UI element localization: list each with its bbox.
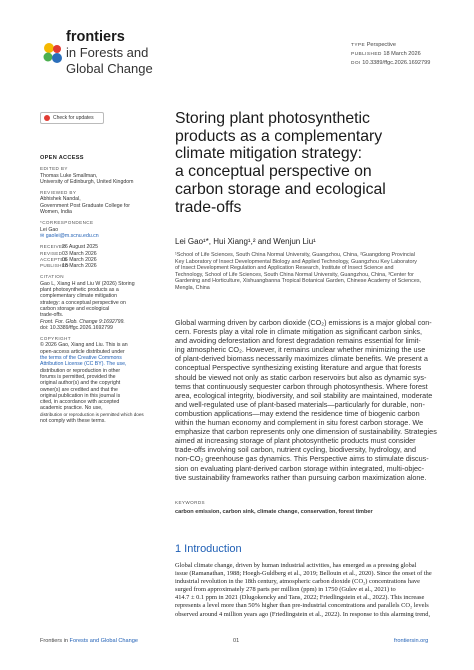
title-line: climate mitigation strategy: <box>175 145 363 163</box>
copyright-line: distribution or reproduction is permitted which does <box>40 411 144 417</box>
keywords: carbon emission, carbon sink, climate change, conservation, forest timber <box>175 509 373 515</box>
dates-block <box>40 244 155 269</box>
footer-journal-link[interactable]: Forests and Global Change <box>69 638 138 644</box>
copyright-label: COPYRIGHT <box>40 336 71 342</box>
published-value: 18 March 2026 <box>383 51 421 57</box>
abstract-line: within the human economy and complement in situ forest carbon storage. We <box>175 418 424 428</box>
article-title <box>175 110 445 216</box>
page-number: 01 <box>233 638 240 644</box>
reviewed-by-label: REVIEWED BY <box>40 190 77 196</box>
date-row <box>40 263 155 269</box>
reviewed-by-block <box>40 190 155 215</box>
abstract-line: sion on evaluating plant-derived carbon storage within integrated, multi-objec- <box>175 463 425 473</box>
open-access-label: OPEN ACCESS <box>40 155 84 161</box>
citation-line: Front. For. Glob. Change 9:1692799. <box>40 318 125 325</box>
abstract-line: ing atmospheric CO₂. However, it remains unclear whether minimizing the use <box>175 345 426 355</box>
copyright-line: original author(s) and the copyright <box>40 380 121 387</box>
editor-line: University of Edinburgh, United Kingdom <box>40 178 134 185</box>
edited-by-block <box>40 166 155 185</box>
citation-label: CITATION <box>40 274 64 280</box>
affiliation-line: Technology, School of Life Sciences, South China Normal University, Guangzhou, China, ³Center for <box>175 271 414 278</box>
abstract-line: cern. Forests play a vital role in climate mitigation as significant carbon sinks, <box>175 327 423 337</box>
footer-site-link[interactable]: frontiersin.org <box>394 638 429 644</box>
correspondent-email-link[interactable]: ✉ gaolei@m.scnu.edu.cn <box>40 232 99 239</box>
date-label: ACCEPTED <box>40 256 68 262</box>
date-value: 18 March 2026 <box>62 263 97 270</box>
license-link[interactable]: Attribution License (CC BY). The use, <box>40 361 127 368</box>
abstract-line: area, ecological integrity, biodiversity, and soil stability are maintained, moderate <box>175 390 433 400</box>
type-value: Perspective <box>366 42 396 48</box>
author-list: Lei Gao¹*, Hui Xiang¹,² and Wenjun Liu¹ <box>175 237 316 246</box>
copyright-line: forums is permitted, provided the <box>40 373 116 380</box>
copyright-line: © 2026 Gao, Xiang and Liu. This is an <box>40 342 128 349</box>
date-value: 06 March 2026 <box>62 256 97 263</box>
copyright-line: owner(s) are credited and that the <box>40 386 118 393</box>
intro-line: Global climate change, driven by human industrial activities, has emerged as a pressing global <box>175 562 417 569</box>
copyright-block <box>40 336 155 424</box>
copyright-line: distribution or reproduction in other <box>40 367 121 374</box>
edited-by-label: EDITED BY <box>40 166 68 172</box>
article-meta <box>351 41 430 68</box>
copyright-line: academic practice. No use, <box>40 405 103 412</box>
correspondence-label: *CORRESPONDENCE <box>40 220 94 226</box>
doi-value[interactable]: 10.3389/ffgc.2026.1692799 <box>362 60 431 66</box>
journal-name-line2: Global Change <box>66 61 153 76</box>
license-link[interactable]: the terms of the Creative Commons <box>40 355 122 362</box>
footer-prefix: Frontiers in <box>40 638 68 644</box>
title-line: Storing plant photosynthetic <box>175 110 370 127</box>
introduction-text <box>175 562 450 619</box>
abstract-line: emphasize that carbon represents only one dimension of sustainability. Strategies <box>175 427 437 437</box>
title-line: carbon storage and ecological <box>175 180 386 198</box>
abstract-line: and well-regulated use of plant-based materials—particularly for durable, non- <box>175 399 425 409</box>
reviewer-line: Government Post Graduate College for <box>40 202 130 209</box>
reviewer-line: Women, India <box>40 209 72 216</box>
published-label: PUBLISHED <box>351 52 382 57</box>
affiliations <box>175 252 450 292</box>
frontiers-logo[interactable] <box>40 40 66 66</box>
footer-journal[interactable] <box>40 638 138 644</box>
title-line: products as a complementary <box>175 127 383 145</box>
affiliation-line: ¹School of Life Sciences, South China Normal University, Guangzhou, China, ²Guangdong Provincial <box>175 252 415 258</box>
type-label: TYPE <box>351 43 366 48</box>
date-label: PUBLISHED <box>40 263 69 269</box>
abstract-line: and avoiding deforestation and forest degradation remains essential for limit- <box>175 336 421 346</box>
citation-line: strategy: a conceptual perspective on <box>40 299 126 306</box>
abstract-line: tive sustainability frameworks rather than pursuing carbon maximization alone. <box>175 472 427 482</box>
affiliation-line: Key Laboratory of Insect Developmental Biology and Applied Technology, Guangzhou Key Laboratory <box>175 258 417 265</box>
citation-line: complementary climate mitigation <box>40 293 117 300</box>
date-label: REVISED <box>40 250 63 256</box>
citation-block <box>40 274 155 331</box>
citation-line: plant photosynthetic products as a <box>40 287 119 294</box>
intro-line: industrial revolution in the 18th century, atmospheric carbon dioxide (CO₂) concentrations have <box>175 578 420 586</box>
sidebar-info <box>40 155 155 429</box>
abstract-line: non-CO₂ greenhouse gas dynamics. This Perspective aims to stimulate discus- <box>175 454 429 464</box>
affiliation-line: Gardening and Horticulture, Xishuangbanna Tropical Botanical Garden, Chinese Academy of Sciences, <box>175 278 422 285</box>
citation-line: Gao L, Xiang H and Liu W (2026) Storing <box>40 280 135 287</box>
abstract-line: Global warming driven by carbon dioxide (CO₂) emissions is a major global con- <box>175 318 432 327</box>
abstract-line: conceptual Perspective synthesizing existing literature and argue that forests <box>175 363 422 373</box>
copyright-line: open-access article distributed under <box>40 348 125 355</box>
citation-line: doi: 10.3389/ffgc.2026.1692799 <box>40 324 113 331</box>
abstract-line: trade-offs involving soil carbon, nutrient cycling, biodiversity, hydrology, and <box>175 445 416 455</box>
correspondent-name: Lei Gao <box>40 226 59 233</box>
intro-line: represents a level more than 50% higher than pre-industrial concentrations and parallels CO₂ levels <box>175 602 429 610</box>
copyright-line: cited, in accordance with accepted <box>40 399 120 406</box>
intro-line: 414.7 ± 0.1 ppm in 2021 (Dlugokencky and Tans, 2022; Friedlingstein et al., 2022). This increase <box>175 594 425 602</box>
abstract-line: tems that continuously sequester carbon through photosynthesis. Where forest <box>175 381 428 391</box>
correspondence-block <box>40 220 155 239</box>
copyright-line: not comply with these terms. <box>40 417 106 424</box>
abstract-line: combustion applications—may extend the residence time of biogenic carbon <box>175 408 420 418</box>
update-icon <box>44 115 50 121</box>
intro-line: issue (Ramanathan, 1988; Hoegh-Guldberg et al., 2019; Bellouin et al., 2020). Since the onset of the <box>175 570 432 578</box>
abstract-line: of plant-derived biomass necessarily maximizes climate benefits. We present a <box>175 354 428 364</box>
doi-label: DOI <box>351 61 361 66</box>
journal-brand[interactable] <box>66 29 153 77</box>
date-label: RECEIVED <box>40 244 66 250</box>
abstract-line: aimed at increasing storage of plant photosynthetic products must consider <box>175 436 416 446</box>
check-for-updates-label: Check for updates <box>53 115 94 121</box>
abstract-line: should be viewed not only as static carbon reservoirs but also as dynamic sys- <box>175 372 427 382</box>
intro-line: observed around 4 million years ago (Friedlingstein et al., 2022). In response to this alarming trend, <box>175 610 431 618</box>
title-line: a conceptual perspective on <box>175 163 372 181</box>
intro-line: surged from approximately 278 parts per million (ppm) in 1750 (Gulev et al., 2021) to <box>175 586 396 594</box>
affiliation-line: Mengla, China <box>175 284 210 291</box>
date-value: 03 March 2026 <box>62 250 97 257</box>
check-for-updates-button[interactable] <box>40 112 104 124</box>
abstract <box>175 318 450 482</box>
brand-name: frontiers <box>66 29 125 45</box>
copyright-line: original publication in this journal is <box>40 392 121 399</box>
reviewer-line: Abhishek Nandal, <box>40 196 81 203</box>
date-value: 26 August 2025 <box>62 244 99 251</box>
editor-line: Thomas Luke Smallman, <box>40 172 98 179</box>
journal-name-line1: in Forests and <box>66 45 149 60</box>
citation-line: trade-offs. <box>40 312 64 319</box>
title-line: trade-offs <box>175 198 242 216</box>
keywords-label: KEYWORDS <box>175 500 205 505</box>
section-heading: 1 Introduction <box>175 543 242 555</box>
citation-line: carbon storage and ecological <box>40 305 110 312</box>
affiliation-line: of Insect Development Regulation and Application Research, Institute of Insect Science and <box>175 265 394 272</box>
